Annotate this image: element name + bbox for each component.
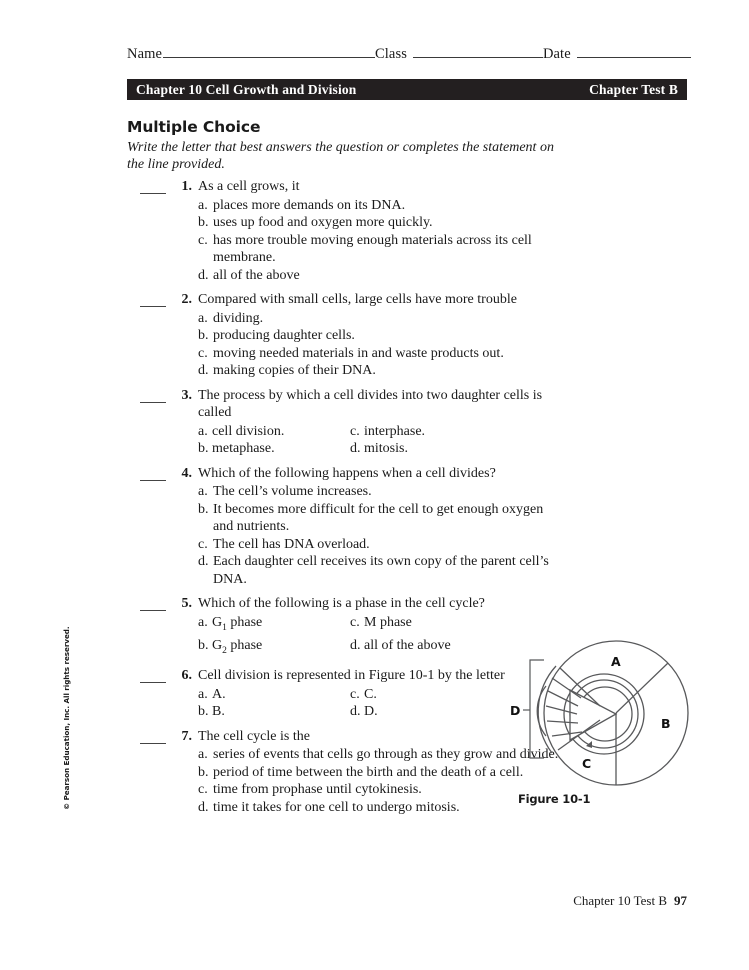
- option-text: places more demands on its DNA.: [213, 197, 406, 213]
- section-heading: Multiple Choice: [127, 118, 261, 136]
- option-item[interactable]: [198, 423, 350, 441]
- option-item[interactable]: [198, 197, 560, 215]
- option-item[interactable]: [198, 799, 560, 817]
- option-item[interactable]: [198, 781, 560, 799]
- option-item[interactable]: [198, 345, 560, 363]
- option-item[interactable]: [198, 686, 350, 704]
- cycle-arrowhead: [586, 741, 592, 748]
- option-text: series of events that cells go through as they grow and divide.: [213, 747, 559, 763]
- option-item[interactable]: [198, 440, 350, 458]
- question-item: [140, 178, 560, 284]
- option-text: interphase.: [364, 423, 426, 439]
- footer-chapter-label: Chapter 10 Test B: [573, 893, 667, 908]
- option-item[interactable]: [198, 703, 350, 721]
- option-letter: b.: [198, 215, 209, 230]
- cell-cycle-svg: [508, 628, 708, 818]
- answer-blank[interactable]: [140, 598, 166, 611]
- answer-blank[interactable]: [140, 294, 166, 307]
- option-letter: c.: [350, 423, 360, 439]
- option-row: [198, 686, 560, 704]
- option-text: [212, 614, 262, 637]
- question-item: [140, 291, 560, 380]
- option-letter: c.: [350, 686, 360, 702]
- question-text: The process by which a cell divides into two daughter cells is called: [198, 387, 543, 420]
- option-text: making copies of their DNA.: [213, 363, 376, 378]
- option-text: It becomes more difficult for the cell to get enough oxygen and nutrients.: [213, 501, 544, 534]
- option-list: [198, 746, 560, 816]
- option-item[interactable]: [350, 423, 560, 441]
- option-letter: a.: [198, 423, 208, 439]
- option-row: [198, 440, 560, 458]
- option-letter: d.: [198, 363, 209, 378]
- question-number: 1.: [181, 179, 192, 194]
- date-field-group: [543, 46, 691, 63]
- student-info-line: [127, 46, 687, 68]
- option-text: cell division.: [212, 423, 285, 439]
- option-letter: c.: [198, 782, 208, 798]
- question-header: [140, 728, 560, 746]
- question-text: Compared with small cells, large cells have more trouble: [198, 292, 517, 307]
- option-item[interactable]: [198, 501, 560, 536]
- chapter-banner-title: Chapter 10 Cell Growth and Division: [136, 81, 357, 97]
- question-number: 2.: [181, 292, 192, 307]
- question-item: [140, 728, 560, 817]
- option-letter: a.: [198, 614, 208, 630]
- option-text-tail: phase: [226, 614, 263, 630]
- option-text-base: G: [212, 637, 223, 653]
- option-text: uses up food and oxygen more quickly.: [213, 215, 433, 230]
- option-text: The cell has DNA overload.: [213, 536, 370, 552]
- option-item[interactable]: [198, 614, 350, 637]
- question-text: As a cell grows, it: [198, 179, 300, 194]
- option-row: [198, 637, 560, 660]
- option-text: period of time between the birth and the death of a cell.: [213, 764, 524, 780]
- option-letter: a.: [198, 310, 208, 326]
- option-text: moving needed materials in and waste products out.: [213, 345, 504, 361]
- question-header: [140, 178, 560, 196]
- option-text: Each daughter cell receives its own copy of the parent cell’s DNA.: [213, 554, 549, 587]
- option-subscript: 1: [222, 622, 227, 633]
- option-list: [198, 310, 560, 380]
- option-letter: b.: [198, 501, 209, 517]
- date-write-in-line[interactable]: [577, 46, 691, 58]
- option-item[interactable]: [198, 327, 560, 345]
- option-letter: a.: [198, 484, 208, 499]
- option-list: [198, 423, 560, 458]
- option-list: [198, 686, 560, 721]
- option-letter: b.: [198, 764, 209, 780]
- class-field-group: [375, 46, 543, 63]
- option-list: [198, 483, 560, 588]
- question-number: 3.: [181, 387, 192, 403]
- option-letter: a.: [198, 747, 208, 763]
- option-letter: d.: [198, 267, 209, 283]
- option-letter: b.: [198, 637, 209, 653]
- option-letter: d.: [198, 554, 209, 569]
- question-header: [140, 291, 560, 309]
- question-item: [140, 387, 560, 458]
- option-item[interactable]: [198, 536, 560, 554]
- question-text: Cell division is represented in Figure 10-1 by the letter: [198, 668, 505, 684]
- option-text: A.: [212, 686, 226, 702]
- option-subscript: 2: [222, 645, 227, 656]
- option-text: all of the above: [213, 267, 300, 283]
- answer-blank[interactable]: [140, 390, 166, 403]
- option-row: [198, 614, 560, 637]
- footer-page-number: 97: [674, 893, 687, 908]
- question-item: [140, 667, 560, 721]
- answer-blank[interactable]: [140, 468, 166, 481]
- answer-blank[interactable]: [140, 670, 166, 683]
- question-number: 4.: [181, 465, 192, 481]
- question-number: 5.: [181, 596, 192, 611]
- figure-cell-cycle-diagram: [508, 628, 708, 818]
- question-header: [140, 465, 560, 483]
- option-letter: a.: [198, 686, 208, 702]
- option-text: metaphase.: [212, 441, 275, 456]
- copyright-notice: © Pearson Education, Inc. All rights reserved.: [62, 626, 71, 810]
- option-row: [198, 703, 560, 721]
- date-label: Date: [542, 46, 571, 62]
- option-text: D.: [364, 704, 378, 720]
- question-text: Which of the following happens when a cell divides?: [198, 465, 496, 481]
- option-text: producing daughter cells.: [213, 328, 355, 343]
- option-letter: d.: [350, 441, 361, 456]
- chapter-banner-test-label: Chapter Test B: [589, 81, 678, 97]
- option-item[interactable]: [198, 362, 560, 380]
- page-footer: [400, 893, 687, 909]
- option-item[interactable]: [198, 232, 560, 267]
- question-list: [140, 178, 560, 823]
- answer-blank[interactable]: [140, 181, 166, 194]
- option-letter: c.: [198, 232, 208, 248]
- name-label: Name: [127, 46, 163, 62]
- figure-label-b: B: [661, 716, 671, 731]
- option-text: mitosis.: [364, 441, 408, 456]
- option-text: time from prophase until cytokinesis.: [213, 782, 422, 798]
- option-item[interactable]: [198, 553, 560, 588]
- option-item[interactable]: [198, 267, 560, 285]
- class-write-in-line[interactable]: [413, 46, 543, 58]
- option-list: [198, 614, 560, 661]
- option-letter: b.: [198, 704, 209, 720]
- option-text: time it takes for one cell to undergo mitosis.: [213, 799, 460, 815]
- option-item[interactable]: [198, 764, 560, 782]
- option-letter: b.: [198, 328, 209, 343]
- section-directions: Write the letter that best answers the question or completes the statement on the line provided.: [127, 140, 554, 172]
- option-list: [198, 197, 560, 285]
- option-letter: d.: [350, 704, 361, 720]
- option-item[interactable]: [198, 746, 560, 764]
- name-write-in-line[interactable]: [163, 46, 375, 58]
- question-item: [140, 465, 560, 589]
- question-number: 6.: [181, 668, 192, 684]
- option-letter: a.: [198, 197, 208, 213]
- option-text-tail: phase: [226, 637, 263, 653]
- option-letter: d.: [350, 637, 361, 653]
- option-item[interactable]: [198, 310, 560, 328]
- question-header: [140, 667, 560, 685]
- figure-caption: Figure 10-1: [518, 792, 591, 806]
- name-field-group: [127, 46, 375, 63]
- option-text: The cell’s volume increases.: [213, 484, 372, 499]
- option-row: [198, 423, 560, 441]
- answer-blank[interactable]: [140, 731, 166, 744]
- chapter-banner: [127, 79, 687, 100]
- option-text: B.: [212, 704, 225, 720]
- question-item: [140, 595, 560, 660]
- option-item[interactable]: [198, 637, 350, 660]
- option-text: all of the above: [364, 637, 451, 653]
- option-text: has more trouble moving enough materials across its cell membrane.: [213, 232, 532, 265]
- figure-label-a: A: [611, 654, 621, 669]
- figure-label-d: D: [510, 703, 521, 718]
- option-item[interactable]: [198, 214, 560, 232]
- option-item[interactable]: [198, 483, 560, 501]
- option-item[interactable]: [350, 440, 560, 458]
- option-letter: c.: [198, 536, 208, 552]
- option-text: M phase: [364, 614, 412, 630]
- question-number: 7.: [181, 728, 192, 744]
- question-text: The cell cycle is the: [198, 728, 310, 744]
- class-label: Class: [375, 46, 407, 62]
- option-text: [212, 637, 262, 660]
- question-header: [140, 595, 560, 613]
- question-text: Which of the following is a phase in the cell cycle?: [198, 596, 485, 611]
- figure-label-c: C: [582, 756, 592, 771]
- option-letter: d.: [198, 799, 209, 815]
- question-header: [140, 387, 560, 422]
- option-letter: b.: [198, 441, 209, 456]
- option-letter: c.: [198, 345, 208, 361]
- divider-a-b: [616, 663, 668, 713]
- option-letter: c.: [350, 614, 360, 630]
- option-text: C.: [364, 686, 377, 702]
- option-text-base: G: [212, 614, 223, 630]
- option-text: dividing.: [213, 310, 264, 326]
